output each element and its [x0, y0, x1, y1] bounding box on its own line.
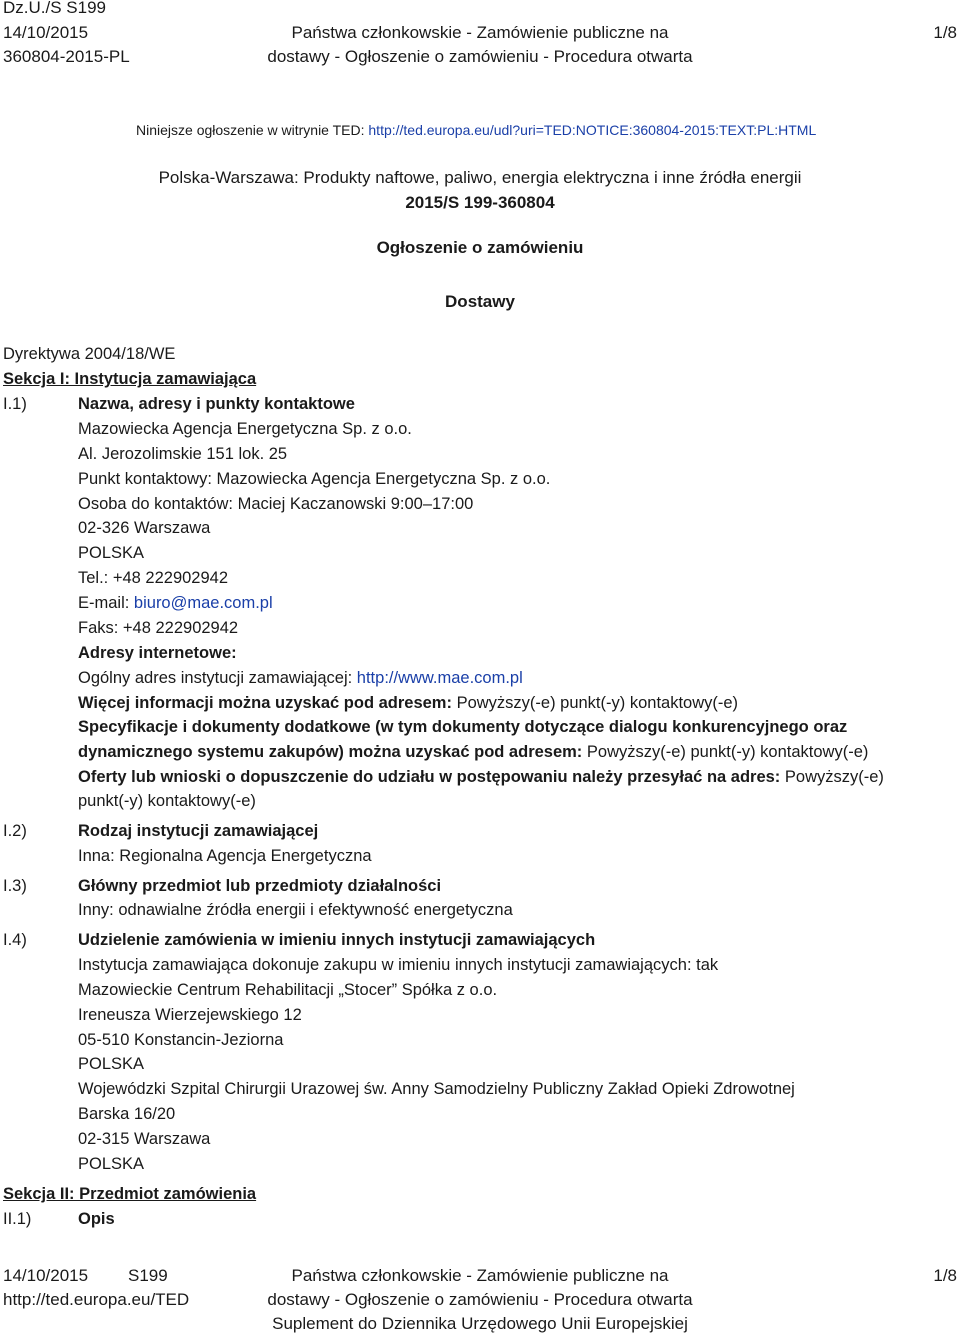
- i4-org1-city: 05-510 Konstancin-Jeziorna: [78, 1031, 284, 1049]
- i1-more-info: [78, 694, 738, 713]
- i1-number: I.1): [3, 395, 27, 413]
- i1-fax: Faks: +48 222902942: [78, 619, 239, 637]
- i1-more-info-label: Więcej informacji można uzyskać pod adresem:: [78, 694, 457, 712]
- i3-title: Główny przedmiot lub przedmioty działalności: [78, 877, 442, 895]
- directive: Dyrektywa 2004/18/WE: [3, 345, 176, 363]
- i4-org1-name: Mazowieckie Centrum Rehabilitacji „Stocer” Spółka z o.o.: [78, 981, 498, 999]
- footer-date: 14/10/2015: [3, 1266, 89, 1285]
- i3-value: Inny: odnawialne źródła energii i efektywność energetyczna: [78, 901, 513, 919]
- i2-value: Inna: Regionalna Agencja Energetyczna: [78, 847, 372, 865]
- footer-url: http://ted.europa.eu/TED: [3, 1290, 190, 1309]
- i1-email-label: E-mail:: [78, 594, 134, 612]
- i1-spec-label-2: dynamicznego systemu zakupów) można uzyskać pod adresem:: [78, 743, 587, 761]
- header-title-line2: dostawy - Ogłoszenie o zamówieniu - Procedura otwarta: [267, 47, 693, 66]
- i4-statement: Instytucja zamawiająca dokonuje zakupu w imieniu innych instytucji zamawiających: tak: [78, 956, 719, 974]
- header-page: 1/8: [933, 23, 957, 42]
- i1-tel: Tel.: +48 222902942: [78, 569, 229, 587]
- i1-internet-heading: Adresy internetowe:: [78, 644, 237, 662]
- i1-offers-value-1: Powyższy(-e): [784, 768, 884, 786]
- i1-spec-line-2: [78, 743, 868, 762]
- section-2-heading: Sekcja II: Przedmiot zamówienia: [3, 1185, 257, 1203]
- i4-org1-street: Ireneusza Wierzejewskiego 12: [78, 1006, 302, 1024]
- i4-title: Udzielenie zamówienia w imieniu innych instytucji zamawiających: [78, 931, 596, 949]
- i1-general-address: [78, 669, 523, 688]
- notice-category: Dostawy: [445, 292, 515, 311]
- ted-notice-prefix: Niniejsze ogłoszenie w witrynie TED:: [136, 122, 369, 138]
- i2-number: I.2): [3, 822, 27, 840]
- notice-title-line1: Polska-Warszawa: Produkty naftowe, paliwo, energia elektryczna i inne źródła energii: [158, 168, 802, 187]
- i1-offers-value-2: punkt(-y) kontaktowy(-e): [78, 792, 256, 810]
- i1-contact-person: Osoba do kontaktów: Maciej Kaczanowski 9:00–17:00: [78, 495, 474, 513]
- i1-country: POLSKA: [78, 544, 145, 562]
- ted-notice-line: [136, 122, 816, 138]
- section-1-heading: Sekcja I: Instytucja zamawiająca: [3, 370, 257, 388]
- footer-page: 1/8: [933, 1266, 957, 1285]
- header-ref: Dz.U./S S199: [3, 0, 106, 17]
- header-notice-id: 360804-2015-PL: [3, 47, 130, 66]
- footer-issue: S199: [128, 1266, 168, 1285]
- i1-name: Mazowiecka Agencja Energetyczna Sp. z o.o.: [78, 420, 412, 438]
- i1-email-link[interactable]: biuro@mae.com.pl: [133, 594, 273, 612]
- footer-line3: Suplement do Dziennika Urzędowego Unii Europejskiej: [272, 1314, 688, 1333]
- i1-spec-value: Powyższy(-e) punkt(-y) kontaktowy(-e): [586, 743, 869, 761]
- i4-org1-country: POLSKA: [78, 1055, 145, 1073]
- i1-general-link[interactable]: http://www.mae.com.pl: [356, 669, 523, 687]
- header-date: 14/10/2015: [3, 23, 89, 42]
- i4-number: I.4): [3, 931, 27, 949]
- ii1-title: Opis: [78, 1210, 115, 1228]
- i1-general-label: Ogólny adres instytucji zamawiającej:: [78, 669, 357, 687]
- i1-city: 02-326 Warszawa: [78, 519, 211, 537]
- i4-org2-name: Wojewódzki Szpital Chirurgii Urazowej św. Anny Samodzielny Publiczny Zakład Opieki Zdrowotnej: [78, 1080, 795, 1098]
- i4-org2-city: 02-315 Warszawa: [78, 1130, 211, 1148]
- i3-number: I.3): [3, 877, 27, 895]
- i1-spec-label-1: Specyfikacje i dokumenty dodatkowe (w tym dokumenty dotyczące dialogu konkurencyjnego oraz: [78, 718, 848, 736]
- i1-contact-point: Punkt kontaktowy: Mazowiecka Agencja Energetyczna Sp. z o.o.: [78, 470, 551, 488]
- i1-street: Al. Jerozolimskie 151 lok. 25: [78, 445, 288, 463]
- i4-org2-street: Barska 16/20: [78, 1105, 176, 1123]
- notice-title-line2: 2015/S 199-360804: [405, 193, 555, 212]
- i1-offers-label: Oferty lub wnioski o dopuszczenie do udziału w postępowaniu należy przesyłać na adres:: [78, 768, 785, 786]
- i1-more-info-value: Powyższy(-e) punkt(-y) kontaktowy(-e): [456, 694, 739, 712]
- footer-line2: dostawy - Ogłoszenie o zamówieniu - Procedura otwarta: [267, 1290, 693, 1309]
- i2-title: Rodzaj instytucji zamawiającej: [78, 822, 319, 840]
- ted-notice-link[interactable]: http://ted.europa.eu/udl?uri=TED:NOTICE:360804-2015:TEXT:PL:HTML: [368, 122, 817, 138]
- notice-type: Ogłoszenie o zamówieniu: [376, 238, 584, 257]
- i4-org2-country: POLSKA: [78, 1155, 145, 1173]
- i1-offers-line: [78, 768, 884, 787]
- i1-title: Nazwa, adresy i punkty kontaktowe: [78, 395, 355, 413]
- footer-line1: Państwa członkowskie - Zamówienie publiczne na: [291, 1266, 669, 1285]
- ii1-number: II.1): [3, 1210, 32, 1228]
- i1-email-line: [78, 594, 273, 613]
- header-title-line1: Państwa członkowskie - Zamówienie publiczne na: [291, 23, 669, 42]
